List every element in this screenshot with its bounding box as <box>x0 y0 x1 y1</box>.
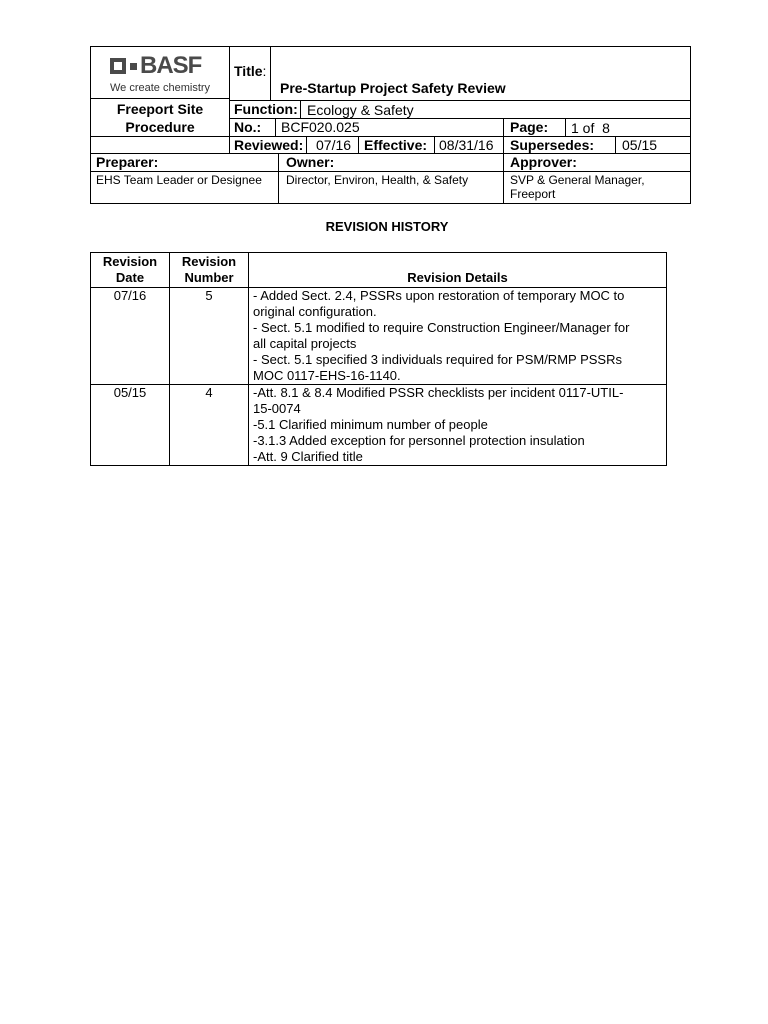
people-label-row-bottom <box>90 171 691 172</box>
revision-detail-line: - Added Sect. 2.4, PSSRs upon restoration of temporary MOC to <box>253 288 625 303</box>
title-colon: : <box>262 63 267 79</box>
revision-date-header: Revision Date <box>91 253 170 288</box>
number-label: No.: <box>234 119 262 135</box>
effective-label: Effective: <box>364 137 428 153</box>
procedure-label: Procedure <box>125 119 195 135</box>
owner-approver-divider <box>503 153 504 204</box>
no-value-divider <box>275 118 276 136</box>
revision-details-cell <box>249 385 667 466</box>
effective-label-divider <box>358 136 359 153</box>
function-label: Function: <box>234 101 298 117</box>
owner-value: Director, Environ, Health, & Safety <box>286 173 469 187</box>
function-value-divider <box>300 100 301 118</box>
basf-logo-tagline: We create chemistry <box>110 82 211 94</box>
reviewed-label: Reviewed: <box>234 137 304 153</box>
site-name: Freeport Site <box>116 101 204 117</box>
revision-detail-line: -Att. 9 Clarified title <box>253 449 363 464</box>
supersedes-value-divider <box>615 136 616 153</box>
revision-date-cell: 05/15 <box>91 385 170 466</box>
basf-logo-square-icon <box>110 58 126 74</box>
header-border-bottom <box>90 203 691 204</box>
number-value: BCF020.025 <box>281 119 360 135</box>
revision-detail-line: all capital projects <box>253 336 357 351</box>
owner-label: Owner: <box>286 154 335 170</box>
revision-number-header: Revision Number <box>170 253 249 288</box>
revision-number-cell: 4 <box>170 385 249 466</box>
title-row-bottom <box>229 100 691 101</box>
page-value-divider <box>565 118 566 136</box>
revision-history-heading: REVISION HISTORY <box>325 219 449 234</box>
effective-value: 08/31/16 <box>439 137 494 153</box>
basf-logo-dot-icon <box>130 63 137 70</box>
reviewed-value-divider <box>306 136 307 153</box>
approver-label: Approver: <box>510 154 577 170</box>
basf-logo-wordmark: BASF <box>140 52 202 79</box>
revision-detail-line: 15-0074 <box>253 401 301 416</box>
revision-detail-line: -3.1.3 Added exception for personnel protection insulation <box>253 433 585 448</box>
header-border-right <box>690 46 691 204</box>
page-label: Page: <box>510 119 549 135</box>
reviewed-row-bottom <box>90 153 691 154</box>
revision-table-header-row <box>91 253 667 288</box>
supersedes-label: Supersedes: <box>510 137 595 153</box>
table-row <box>91 288 667 385</box>
title-label-divider <box>270 46 271 100</box>
revision-details-header: Revision Details <box>249 253 667 288</box>
revision-detail-line: original configuration. <box>253 304 377 319</box>
document-header <box>0 0 768 210</box>
document-title: Pre-Startup Project Safety Review <box>280 80 506 96</box>
reviewed-value: 07/16 <box>316 137 352 153</box>
preparer-value: EHS Team Leader or Designee <box>96 173 262 187</box>
revision-number-cell: 5 <box>170 288 249 385</box>
revision-detail-line: - Sect. 5.1 modified to require Construction Engineer/Manager for <box>253 320 630 335</box>
title-label: Title: <box>234 63 267 79</box>
preparer-label: Preparer: <box>96 154 159 170</box>
revision-detail-line: -Att. 8.1 & 8.4 Modified PSSR checklists per incident 0117-UTIL- <box>253 385 624 400</box>
revision-history-table <box>90 252 667 466</box>
approver-value-line1: SVP & General Manager, <box>510 173 645 187</box>
supersedes-value: 05/15 <box>622 137 658 153</box>
header-border-top <box>90 46 691 47</box>
logo-cell-bottom-border <box>90 98 230 99</box>
approver-value-line2: Freeport <box>510 187 556 201</box>
revision-detail-line: MOC 0117-EHS-16-1140. <box>253 368 401 383</box>
revision-details-cell <box>249 288 667 385</box>
basf-logo <box>110 52 220 96</box>
effective-value-divider <box>434 136 435 153</box>
function-value: Ecology & Safety <box>307 102 414 118</box>
table-row <box>91 385 667 466</box>
preparer-owner-divider <box>278 153 279 204</box>
page-label-divider <box>503 118 504 136</box>
page-value: 1 of 8 <box>571 120 610 136</box>
revision-detail-line: - Sect. 5.1 specified 3 individuals required for PSM/RMP PSSRs <box>253 352 622 367</box>
supersedes-label-divider <box>503 136 504 153</box>
revision-detail-line: -5.1 Clarified minimum number of people <box>253 417 488 432</box>
revision-date-cell: 07/16 <box>91 288 170 385</box>
